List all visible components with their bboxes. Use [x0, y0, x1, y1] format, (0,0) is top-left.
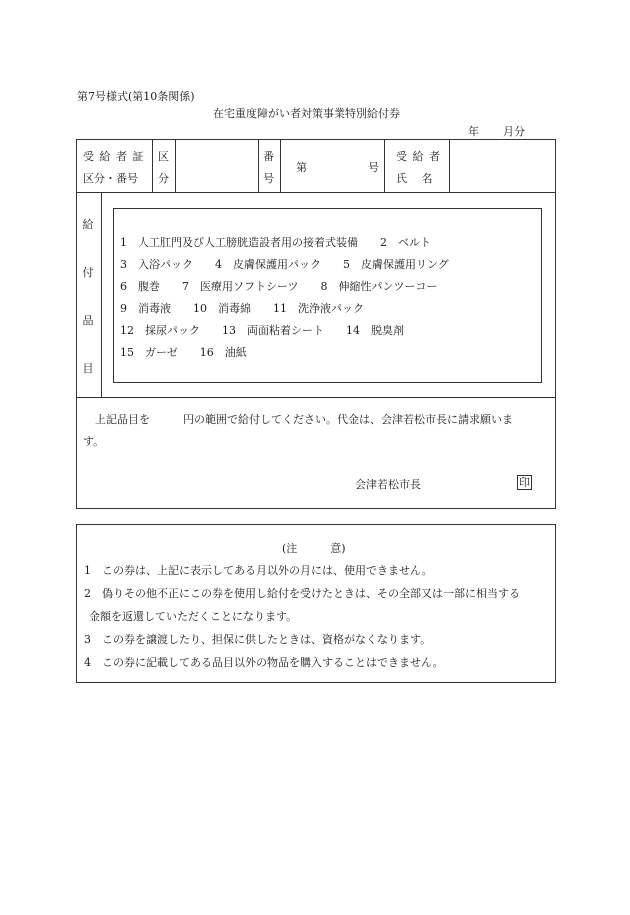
- request-line-2: す。: [83, 435, 105, 448]
- items-line-3: 6 腹巻 7 医療用ソフトシーツ 8 伸縮性パンツーコー: [120, 280, 438, 293]
- note-line-1: 1 この券は、上記に表示してある月以外の月には、使用できません。: [84, 564, 433, 577]
- note-line-4: 4 この券に記載してある品目以外の物品を購入することはできません。: [84, 656, 444, 669]
- col-divider-3: [258, 139, 259, 192]
- recipient-cert-label-1: 受 給 者 証: [83, 150, 145, 163]
- col-divider-2: [175, 139, 176, 192]
- col-divider-1: [152, 139, 153, 192]
- items-label-char-2: 付: [82, 266, 94, 279]
- items-line-5: 12 採尿パック 13 両面粘着シート 14 脱臭剤: [120, 324, 404, 337]
- items-label-char-1: 給: [82, 218, 94, 231]
- items-label-divider: [101, 192, 102, 397]
- seal-mark: 印: [519, 476, 530, 489]
- note-line-2: 2 偽りその他不正にこの券を使用し給付を受けたときは、その全部又は一部に相当する: [84, 587, 520, 600]
- ban-label-top: 番: [263, 150, 274, 163]
- note-line-3: 3 この券を譲渡したり、担保に供したときは、資格がなくなります。: [84, 633, 432, 646]
- dai-label: 第: [296, 161, 307, 174]
- month-label: 月分: [503, 125, 525, 138]
- year-label: 年: [468, 125, 479, 138]
- notes-heading: (注 意): [282, 542, 346, 555]
- recipient-name-label-2: 氏 名: [396, 172, 433, 185]
- header-divider: [76, 192, 556, 193]
- items-label-char-4: 目: [82, 362, 94, 375]
- page-title: 在宅重度障がい者対策事業特別給付券: [213, 107, 400, 120]
- items-bottom-divider: [76, 397, 556, 398]
- request-line-1: 上記品目を 円の範囲で給付してください。代金は、会津若松市長に請求願いま: [95, 413, 513, 426]
- col-divider-4: [280, 139, 281, 192]
- ku-label-top: 区: [158, 150, 169, 163]
- mayor-label: 会津若松市長: [355, 478, 421, 491]
- recipient-name-label-1: 受 給 者: [396, 150, 441, 163]
- go-label: 号: [368, 161, 379, 174]
- note-line-2b: 金額を返還していただくことになります。: [89, 610, 298, 623]
- recipient-cert-label-2: 区分・番号: [83, 172, 138, 185]
- col-divider-6: [449, 139, 450, 192]
- seal-wrapper: [517, 475, 532, 490]
- ban-label-bottom: 号: [263, 172, 274, 185]
- items-line-4: 9 消毒液 10 消毒綿 11 洗浄液パック: [120, 302, 364, 315]
- items-line-1: 1 人工肛門及び人工膀胱造設者用の接着式装備 2 ベルト: [120, 236, 431, 249]
- items-line-6: 15 ガーゼ 16 油紙: [120, 346, 247, 359]
- items-label-char-3: 品: [82, 314, 94, 327]
- ku-label-bottom: 分: [158, 172, 169, 185]
- form-number: 第7号様式(第10条関係): [77, 90, 195, 103]
- items-line-2: 3 入浴パック 4 皮膚保護用パック 5 皮膚保護用リング: [120, 258, 449, 271]
- col-divider-5: [384, 139, 385, 192]
